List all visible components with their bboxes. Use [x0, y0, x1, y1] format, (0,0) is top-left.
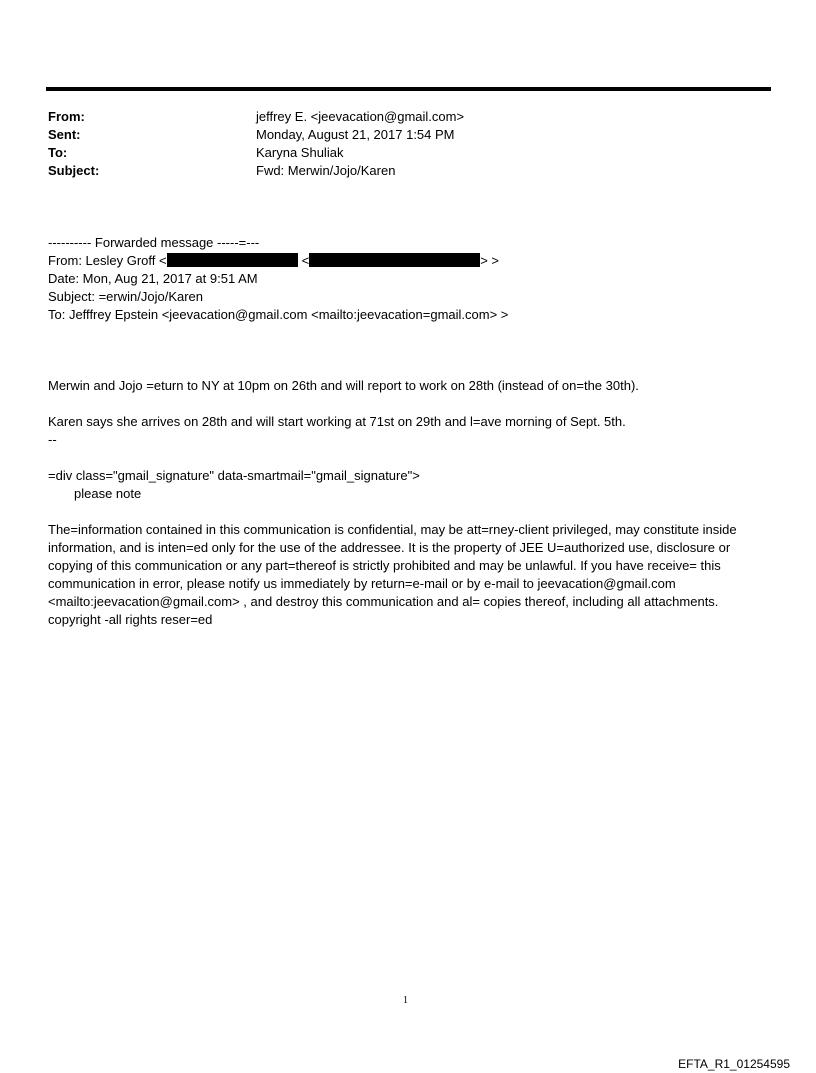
- forwarded-to: To: Jefffrey Epstein <jeevacation@gmail.com <mailto:jeevacation=gmail.com> >: [48, 307, 509, 322]
- redaction-box: [309, 253, 480, 267]
- header-rule: [46, 87, 771, 91]
- page-number: 1: [403, 995, 408, 1006]
- forwarded-from-prefix: From: Lesley Groff <: [48, 253, 167, 268]
- sent-label: Sent:: [48, 127, 81, 142]
- header-from-row: [48, 108, 464, 126]
- forwarded-from-suffix: > >: [480, 253, 499, 268]
- signature-separator: --: [48, 432, 57, 447]
- forwarded-subject: Subject: =erwin/Jojo/Karen: [48, 289, 204, 304]
- forwarded-banner: ---------- Forwarded message -----=---: [48, 235, 260, 250]
- signature-div-line: =div class="gmail_signature" data-smartmail="gmail_signature">: [48, 468, 420, 483]
- disclaimer-paragraph: The=information contained in this communication is confidential, may be att=rney-client privileged, may constitute inside information, and is inten=ed only for the use of the addressee. It is the property of JEE U=authorized use, disclosure or copying of this communication or any part=thereof is strictly prohibited and may be unlawful. If you have receive= this communication in error, please notify us immediately by return=e-mail or by e-mail to jeevacation@gmail.com <mailto:jeevacation@gmail.com> , and destroy this communication and al= copies thereof, including all attachments. copyright -all rights reser=ed: [48, 522, 737, 627]
- body-paragraph-2: Karen says she arrives on 28th and will start working at 71st on 29th and l=ave morning of Sept. 5th.: [48, 414, 626, 429]
- from-label: From:: [48, 109, 85, 124]
- document-id: EFTA_R1_01254595: [678, 1057, 790, 1071]
- sent-value: Monday, August 21, 2017 1:54 PM: [256, 127, 455, 142]
- subject-label: Subject:: [48, 163, 100, 178]
- forwarded-date: Date: Mon, Aug 21, 2017 at 9:51 AM: [48, 271, 258, 286]
- email-header: [48, 108, 464, 180]
- to-value: Karyna Shuliak: [256, 145, 344, 160]
- forwarded-from-mid: <: [301, 253, 310, 268]
- header-sent-row: [48, 126, 464, 144]
- forwarded-header: [48, 234, 508, 324]
- redaction-box: [167, 253, 298, 267]
- header-to-row: [48, 144, 464, 162]
- please-note: please note: [74, 486, 142, 501]
- forwarded-from-line: [48, 252, 508, 270]
- header-subject-row: [48, 162, 464, 180]
- from-value: jeffrey E. <jeevacation@gmail.com>: [256, 109, 465, 124]
- to-label: To:: [48, 145, 68, 160]
- body-paragraph-1: Merwin and Jojo =eturn to NY at 10pm on 26th and will report to work on 28th (instead of on=the 30th).: [48, 378, 639, 393]
- subject-value: Fwd: Merwin/Jojo/Karen: [256, 163, 396, 178]
